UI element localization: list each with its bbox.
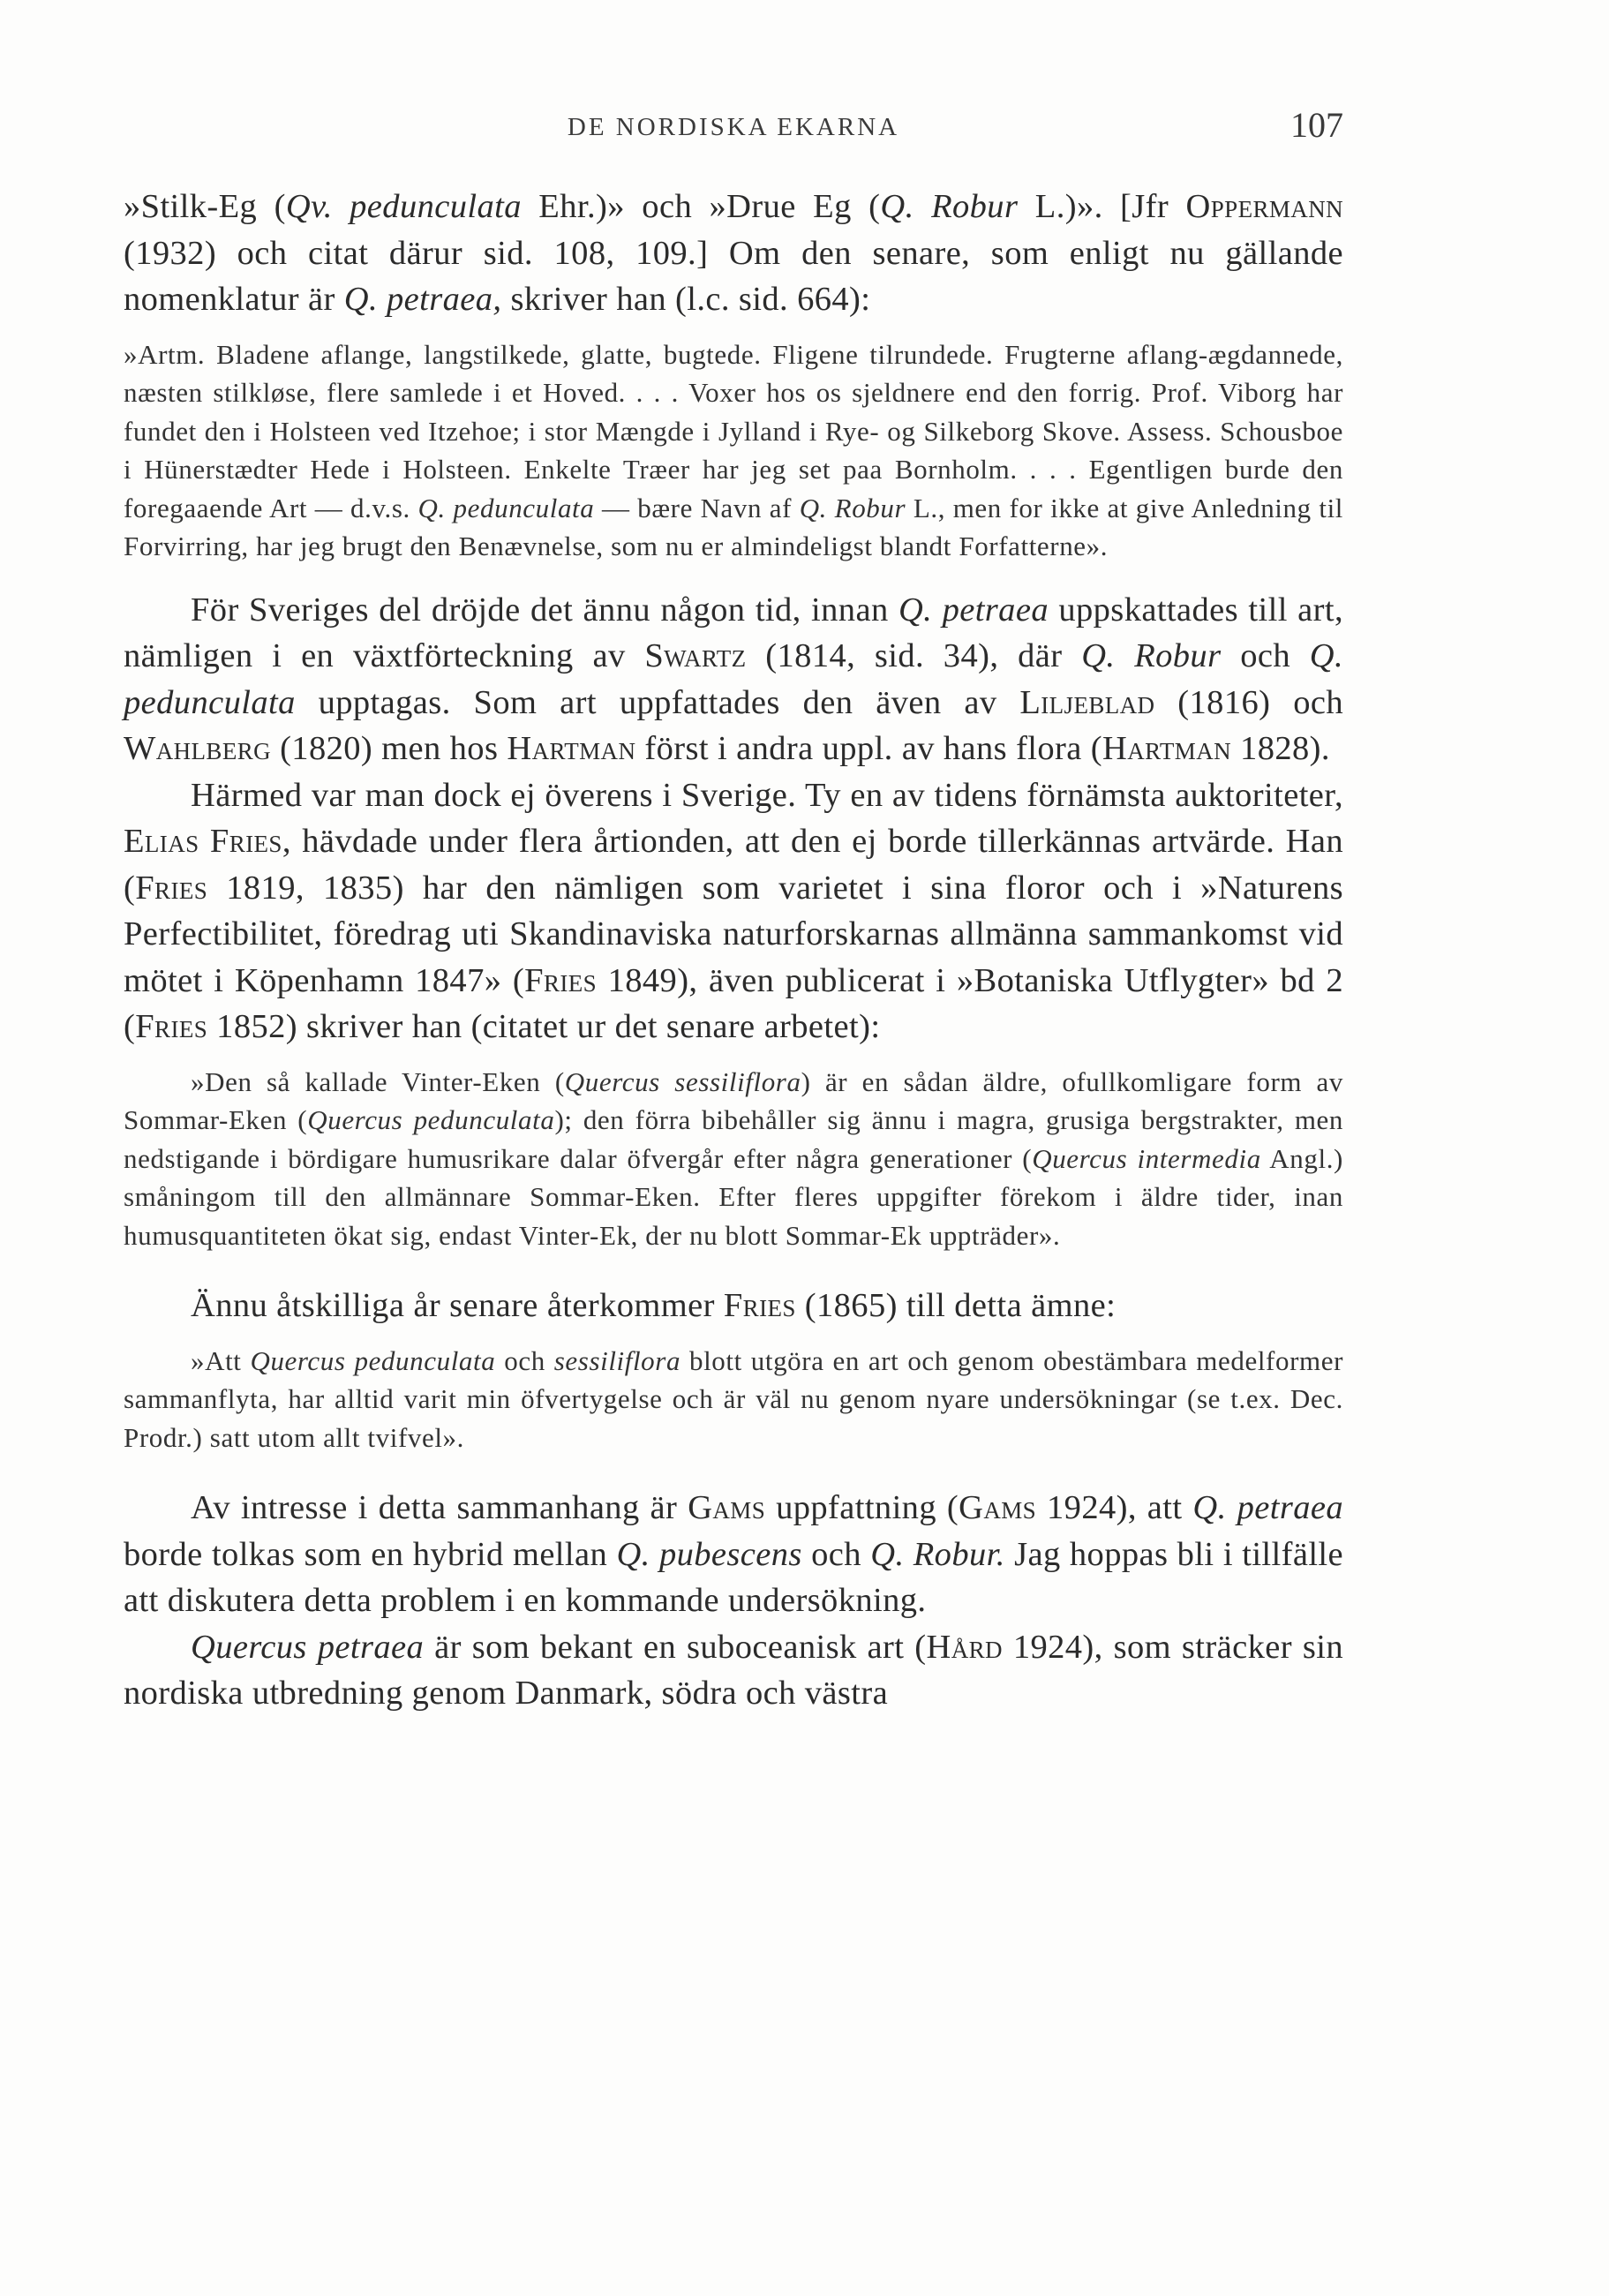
paragraph-quote-intro: »Stilk-Eg (Qv. pedunculata Ehr.)» och »Drue Eg (Q. Robur L.)». [Jfr Oppermann (1932) och citat därur sid. 108, 109.] Om den senare, som enligt nu gällande nomenklatur är Q. petraea, skriver han (l.c. sid. 664):	[124, 188, 1343, 318]
blockquote-danish: »Artm. Bladene aflange, langstilkede, glatte, bugtede. Fligene tilrundede. Frugterne aflang-ægdannede, næsten stilkløse, flere samlede i et Hoved. . . . Voxer hos os sjeldnere end den forrig. Prof. Viborg har fundet den i Holsteen ved Itzehoe; i stor Mængde i Jylland i Rye- og Silkeborg Skove. Assess. Schousboe i Hünerstædter Hede i Holsteen. Enkelte Træer har jeg set paa Bornholm. . . . Egentligen burde den foregaaende Art — d.v.s. Q. pedunculata — bære Navn af Q. Robur L., men for ikke at give Anledning til Forvirring, har jeg brugt den Benævnelse, som nu er almindeligst blandt Forfatterne».	[124, 338, 1343, 561]
blockquote-fries-1865: »Att Quercus pedunculata och sessiliflora blott utgöra en art och genom obestämbara medelformer sammanflyta, har alltid varit min öfvertygelse och är väl nu genom nyare undersökningar (se t.ex. Dec. Prodr.) satt utom allt tvifvel».	[124, 1344, 1343, 1453]
paragraph-fries: Härmed var man dock ej överens i Sverige. Ty en av tidens förnämsta auktoriteter, Elias Fries, hävdade under flera årtionden, att den ej borde tillerkännas artvärde. Han (Fries 1819, 1835) har den nämligen som varietet i sina floror och i »Naturens Perfectibilitet, föredrag uti Skandinaviska naturforskarnas allmänna sammankomst vid mötet i Köpenhamn 1847» (Fries 1849), även publicerat i »Botaniska Utflygter» bd 2 (Fries 1852) skriver han (citatet ur det senare arbetet):	[124, 776, 1343, 1045]
page-number: 107	[1290, 105, 1343, 145]
paragraph-swedish-history: För Sveriges del dröjde det ännu någon tid, innan Q. petraea uppskattades till art, nämligen i en växtförteckning av Swartz (1814, sid. 34), där Q. Robur och Q. pedunculata upptagas. Som art uppfattades den även av Liljeblad (1816) och Wahlberg (1820) men hos Hartman först i andra uppl. av hans flora (Hartman 1828).	[124, 591, 1343, 767]
running-head: DE NORDISKA EKARNA	[567, 113, 900, 141]
page-header	[124, 99, 1343, 152]
paragraph-fries-1865: Ännu åtskilliga år senare återkommer Fries (1865) till detta ämne:	[191, 1287, 1117, 1324]
page-body	[124, 184, 1343, 1717]
paragraph-gams: Av intresse i detta sammanhang är Gams uppfattning (Gams 1924), att Q. petraea borde tolkas som en hybrid mellan Q. pubescens och Q. Robur. Jag hoppas bli i tillfälle att diskutera detta problem i en kommande undersökning.	[124, 1489, 1344, 1619]
blockquote-fries-1852: »Den så kallade Vinter-Eken (Quercus sessiliflora) är en sådan äldre, ofullkomligare form av Sommar-Eken (Quercus pedunculata); den förra bibehåller sig ännu i magra, grusiga bergstrakter, men nedstigande i bördigare humusrikare dalar öfvergår efter några generationer (Quercus intermedia Angl.) småningom till den allmännare Sommar-Eken. Efter fleres uppgifter förekom i äldre tider, inan humusquantiteten ökat sig, endast Vinter-Ek, der nu blott Sommar-Ek uppträder».	[124, 1065, 1344, 1251]
paragraph-distribution: Quercus petraea är som bekant en suboceanisk art (Hård 1924), som sträcker sin nordiska utbredning genom Danmark, södra och västra	[124, 1628, 1343, 1712]
